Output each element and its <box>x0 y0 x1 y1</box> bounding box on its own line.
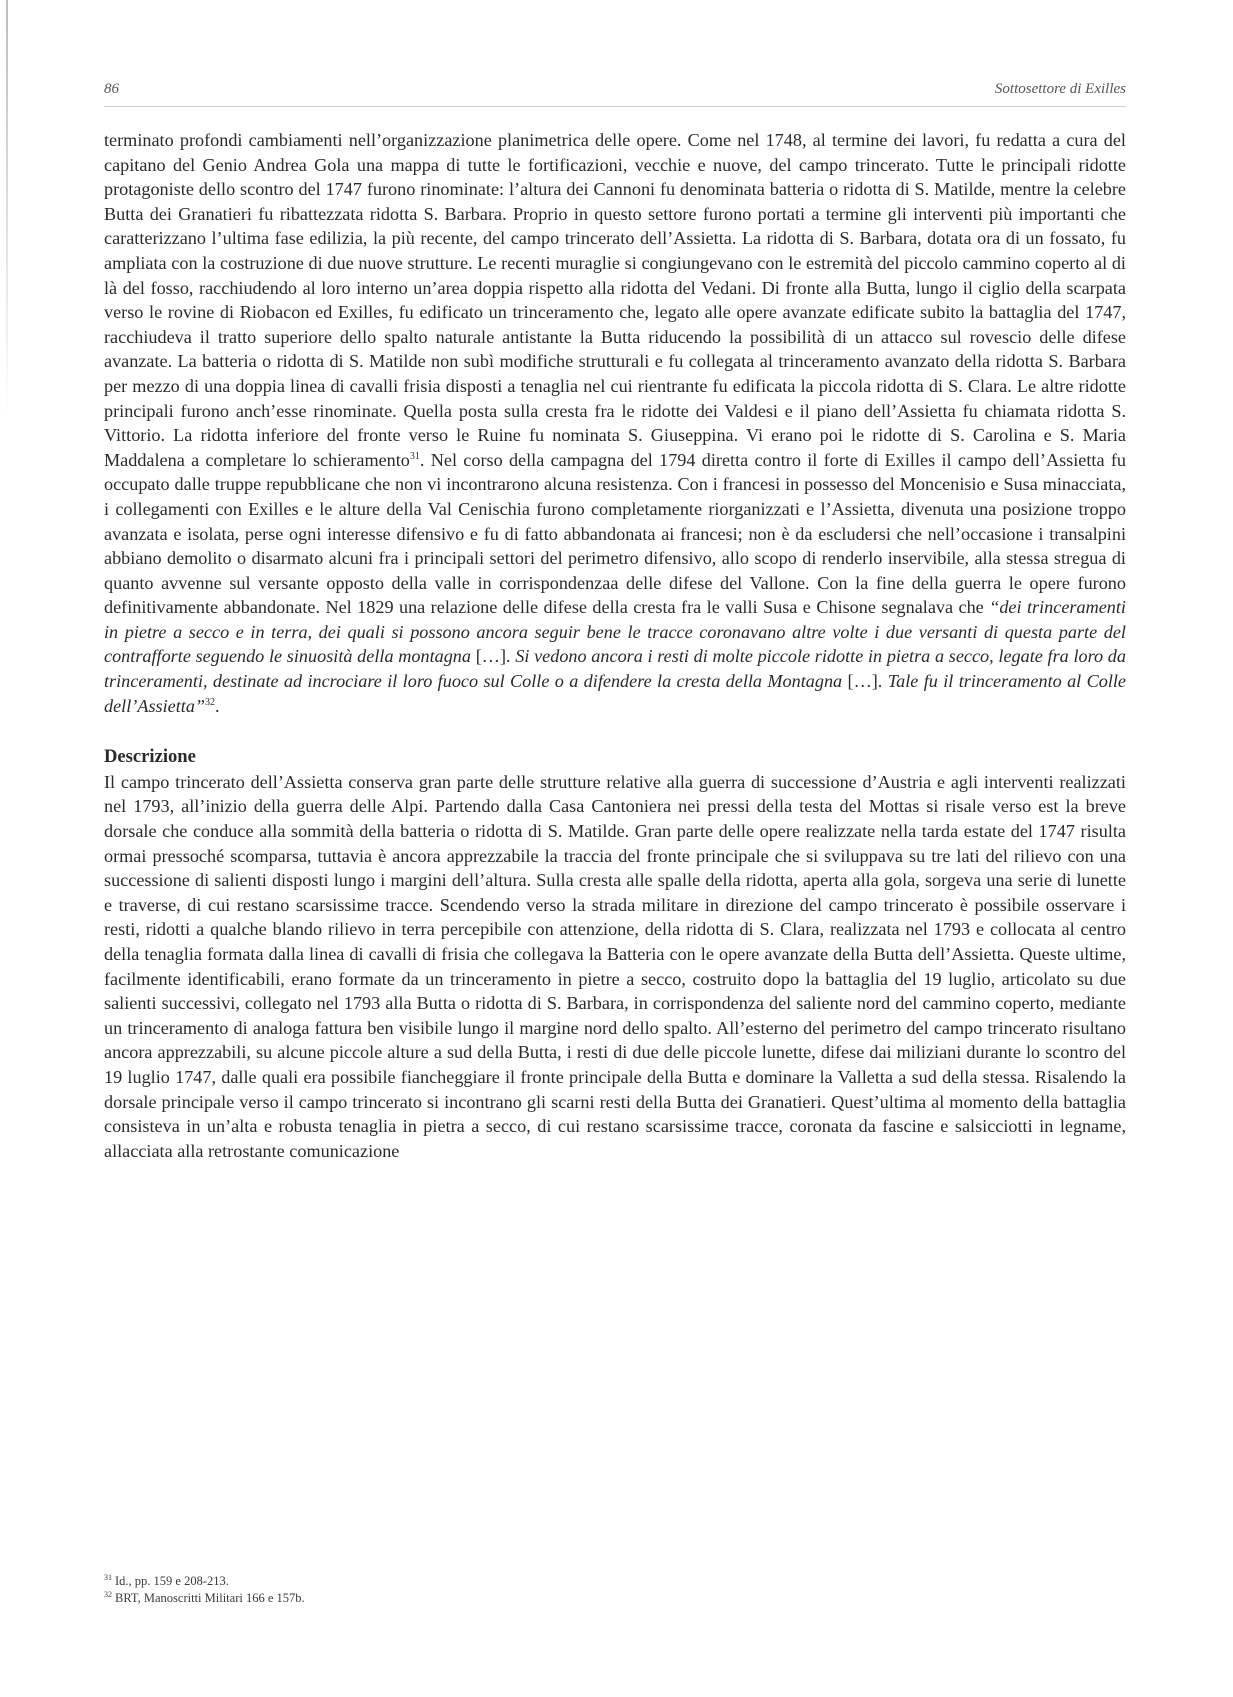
footnote-text: BRT, Manoscritti Militari 166 e 157b. <box>115 1591 305 1605</box>
body-text <box>104 128 1126 1163</box>
header-divider <box>104 106 1126 107</box>
paragraph-1-text-b: . Nel corso della campagna del 1794 diretta contro il forte di Exilles il campo dell’Assietta fu occupato dalle truppe repubblicane che non vi incontrarono alcuna resistenza. Con i francesi in possesso del Moncenisio e Susa minacciata, i collegamenti con Exilles e le alture della Val Cenischia furono completamente riorganizzati e l’Assietta, divenuta una posizione troppo avanzata e isolata, perse ogni interesse difensivo e fu di fatto abbandonata ai francesi; non è da escludersi che nell’occasione i transalpini abbiano demolito o disarmato alcuni fra i principali settori del perimetro difensivo, allo scopo di renderlo inservibile, alla stessa stregua di quanto avvenne sul versante opposto della valle in corrispondenzaa delle difese del Vallone. Con la fine della guerra le opere furono definitivamente abbandonate. Nel 1829 una relazione delle difese della cresta fra le valli Susa e Chisone segnalava che <box>104 449 1126 618</box>
document-page <box>104 78 1126 1163</box>
footnote-32 <box>104 1590 1126 1607</box>
scan-binding-edge <box>6 0 8 420</box>
footnotes <box>104 1573 1126 1607</box>
page-number: 86 <box>104 81 119 97</box>
quote-part-1: “dei trinceramenti in pietre a secco e in terra, dei quali si possono ancora seguir bene le tracce coronavano altre volte i due versanti di questa parte del contrafforte seguendo le sinuosità della montagna <box>104 597 1126 667</box>
ellipsis-1: […]. <box>471 646 516 667</box>
paragraph-2: Il campo trincerato dell’Assietta conserva gran parte delle strutture relative alla guerra di successione d’Austria e agli interventi realizzati nel 1793, all’inizio della guerra delle Alpi. Partendo dalla Casa Cantoniera nei pressi della testa del Mottas si risale verso est la breve dorsale che conduce alla sommità della batteria o ridotta di S. Matilde. Gran parte delle opere realizzate nella tarda estate del 1747 risulta ormai pressoché scomparsa, tuttavia è ancora apprezzabile la traccia del fronte principale che si sviluppava su tre lati del rilievo con una successione di salienti disposti lungo i margini dell’altura. Sulla cresta alle spalle della ridotta, aperta alla gola, sorgeva una serie di lunette e traverse, di cui restano scarsissime tracce. Scendendo verso la strada militare in direzione del campo trincerato è possibile osservare i resti, ridotti a qualche blando rilievo in terra percepibile con attenzione, della ridotta di S. Clara, realizzata nel 1793 e collocata al centro della tenaglia formata dalla linea di cavalli di frisia che collegava la Batteria con le opere avanzate della Butta dell’Assietta. Queste ultime, facilmente identificabili, erano formate da un trinceramento in pietre a secco, costruito dopo la battaglia del 19 luglio, articolato su due salienti successivi, collegato nel 1793 alla Butta o ridotta di S. Barbara, in corrispondenza del saliente nord del cammino coperto, mediante un trinceramento di analoga fattura ben visibile lungo il margine nord dello spalto. All’esterno del perimetro del campo trincerato risultano ancora apprezzabili, su alcune piccole alture a sud della Butta, i resti di due delle piccole lunette, difese dai miliziani durante lo scontro del 19 luglio 1747, dalle quali era possibile fiancheggiare il fronte principale della Butta e dominare la Valletta a sud della stessa. Risalendo la dorsale principale verso il campo trincerato si incontrano gli scarni resti della Butta dei Granatieri. Quest’ultima al momento della battaglia consisteva in un’alta e robusta tenaglia in pietra a secco, di cui restano scarsissime tracce, coronata da fascine e salsicciotti in legname, allacciata alla retrostante comunicazione <box>104 771 1126 1161</box>
running-head <box>104 78 1126 100</box>
paragraph-1-end: . <box>215 695 220 716</box>
paragraph-1-text-a: terminato profondi cambiamenti nell’organizzazione planimetrica delle opere. Come nel 1748, al termine dei lavori, fu redatta a cura del capitano del Genio Andrea Gola una mappa di tutte le fortificazioni, vecchie e nuove, del campo trincerato. Tutte le principali ridotte protagoniste dello scontro del 1747 furono rinominate: l’altura dei Cannoni fu denominata batteria o ridotta di S. Matilde, mentre la celebre Butta dei Granatieri fu ribattezzata ridotta S. Barbara. Proprio in questo settore furono portati a termine gli interventi più importanti che caratterizzano l’ultima fase edilizia, la più recente, del campo trincerato dell’Assietta. La ridotta di S. Barbara, dotata ora di un fossato, fu ampliata con la costruzione di due nuove strutture. Le recenti muraglie si congiungevano con le estremità del piccolo cammino coperto al di là del fosso, racchiudendo al loro interno un’area doppia rispetto alla ridotta del Vedani. Di fronte alla Butta, lungo il ciglio della scarpata verso le rovine di Riobacon ed Exilles, fu edificato un trinceramento che, legato alle opere avanzate edificate subito la battaglia del 1747, racchiudeva il tratto superiore dello spalto naturale antistante la Butta riducendo la possibilità di un attacco sul rovescio delle difese avanzate. La batteria o ridotta di S. Matilde non subì modifiche strutturali e fu collegata al trinceramento avanzato della ridotta S. Barbara per mezzo di una doppia linea di cavalli frisia disposti a tenaglia nel cui rientrante fu edificata la piccola ridotta di S. Clara. Le altre ridotte principali furono anch’esse rinominate. Quella posta sulla cresta fra le ridotte dei Valdesi e il piano dell’Assietta fu chiamata ridotta S. Vittorio. La ridotta inferiore del fronte verso le Ruine fu nominata S. Giuseppina. Vi erano poi le ridotte di S. Carolina e S. Maria Maddalena a completare lo schieramento <box>104 130 1126 470</box>
section-heading: Descrizione <box>104 746 196 768</box>
footnote-ref-31: 31 <box>409 450 420 462</box>
footnote-ref-32: 32 <box>205 696 216 708</box>
footnote-31 <box>104 1573 1126 1590</box>
paragraph-1 <box>104 128 1126 718</box>
quote-part-2: Si vedono ancora i resti di molte piccole ridotte in pietra a secco, legate fra loro da trinceramenti, destinate ad incrociare il loro fuoco sul Colle o a difendere la cresta della Montagna <box>104 646 1126 692</box>
footnote-number: 32 <box>104 1589 112 1599</box>
quote-part-3: Tale fu il trinceramento al Colle dell’Assietta” <box>104 671 1126 716</box>
running-title: Sottosettore di Exilles <box>994 81 1126 97</box>
footnote-text: Id., pp. 159 e 208-213. <box>115 1574 229 1588</box>
ellipsis-2: […]. <box>842 671 888 692</box>
footnote-number: 31 <box>104 1572 112 1582</box>
